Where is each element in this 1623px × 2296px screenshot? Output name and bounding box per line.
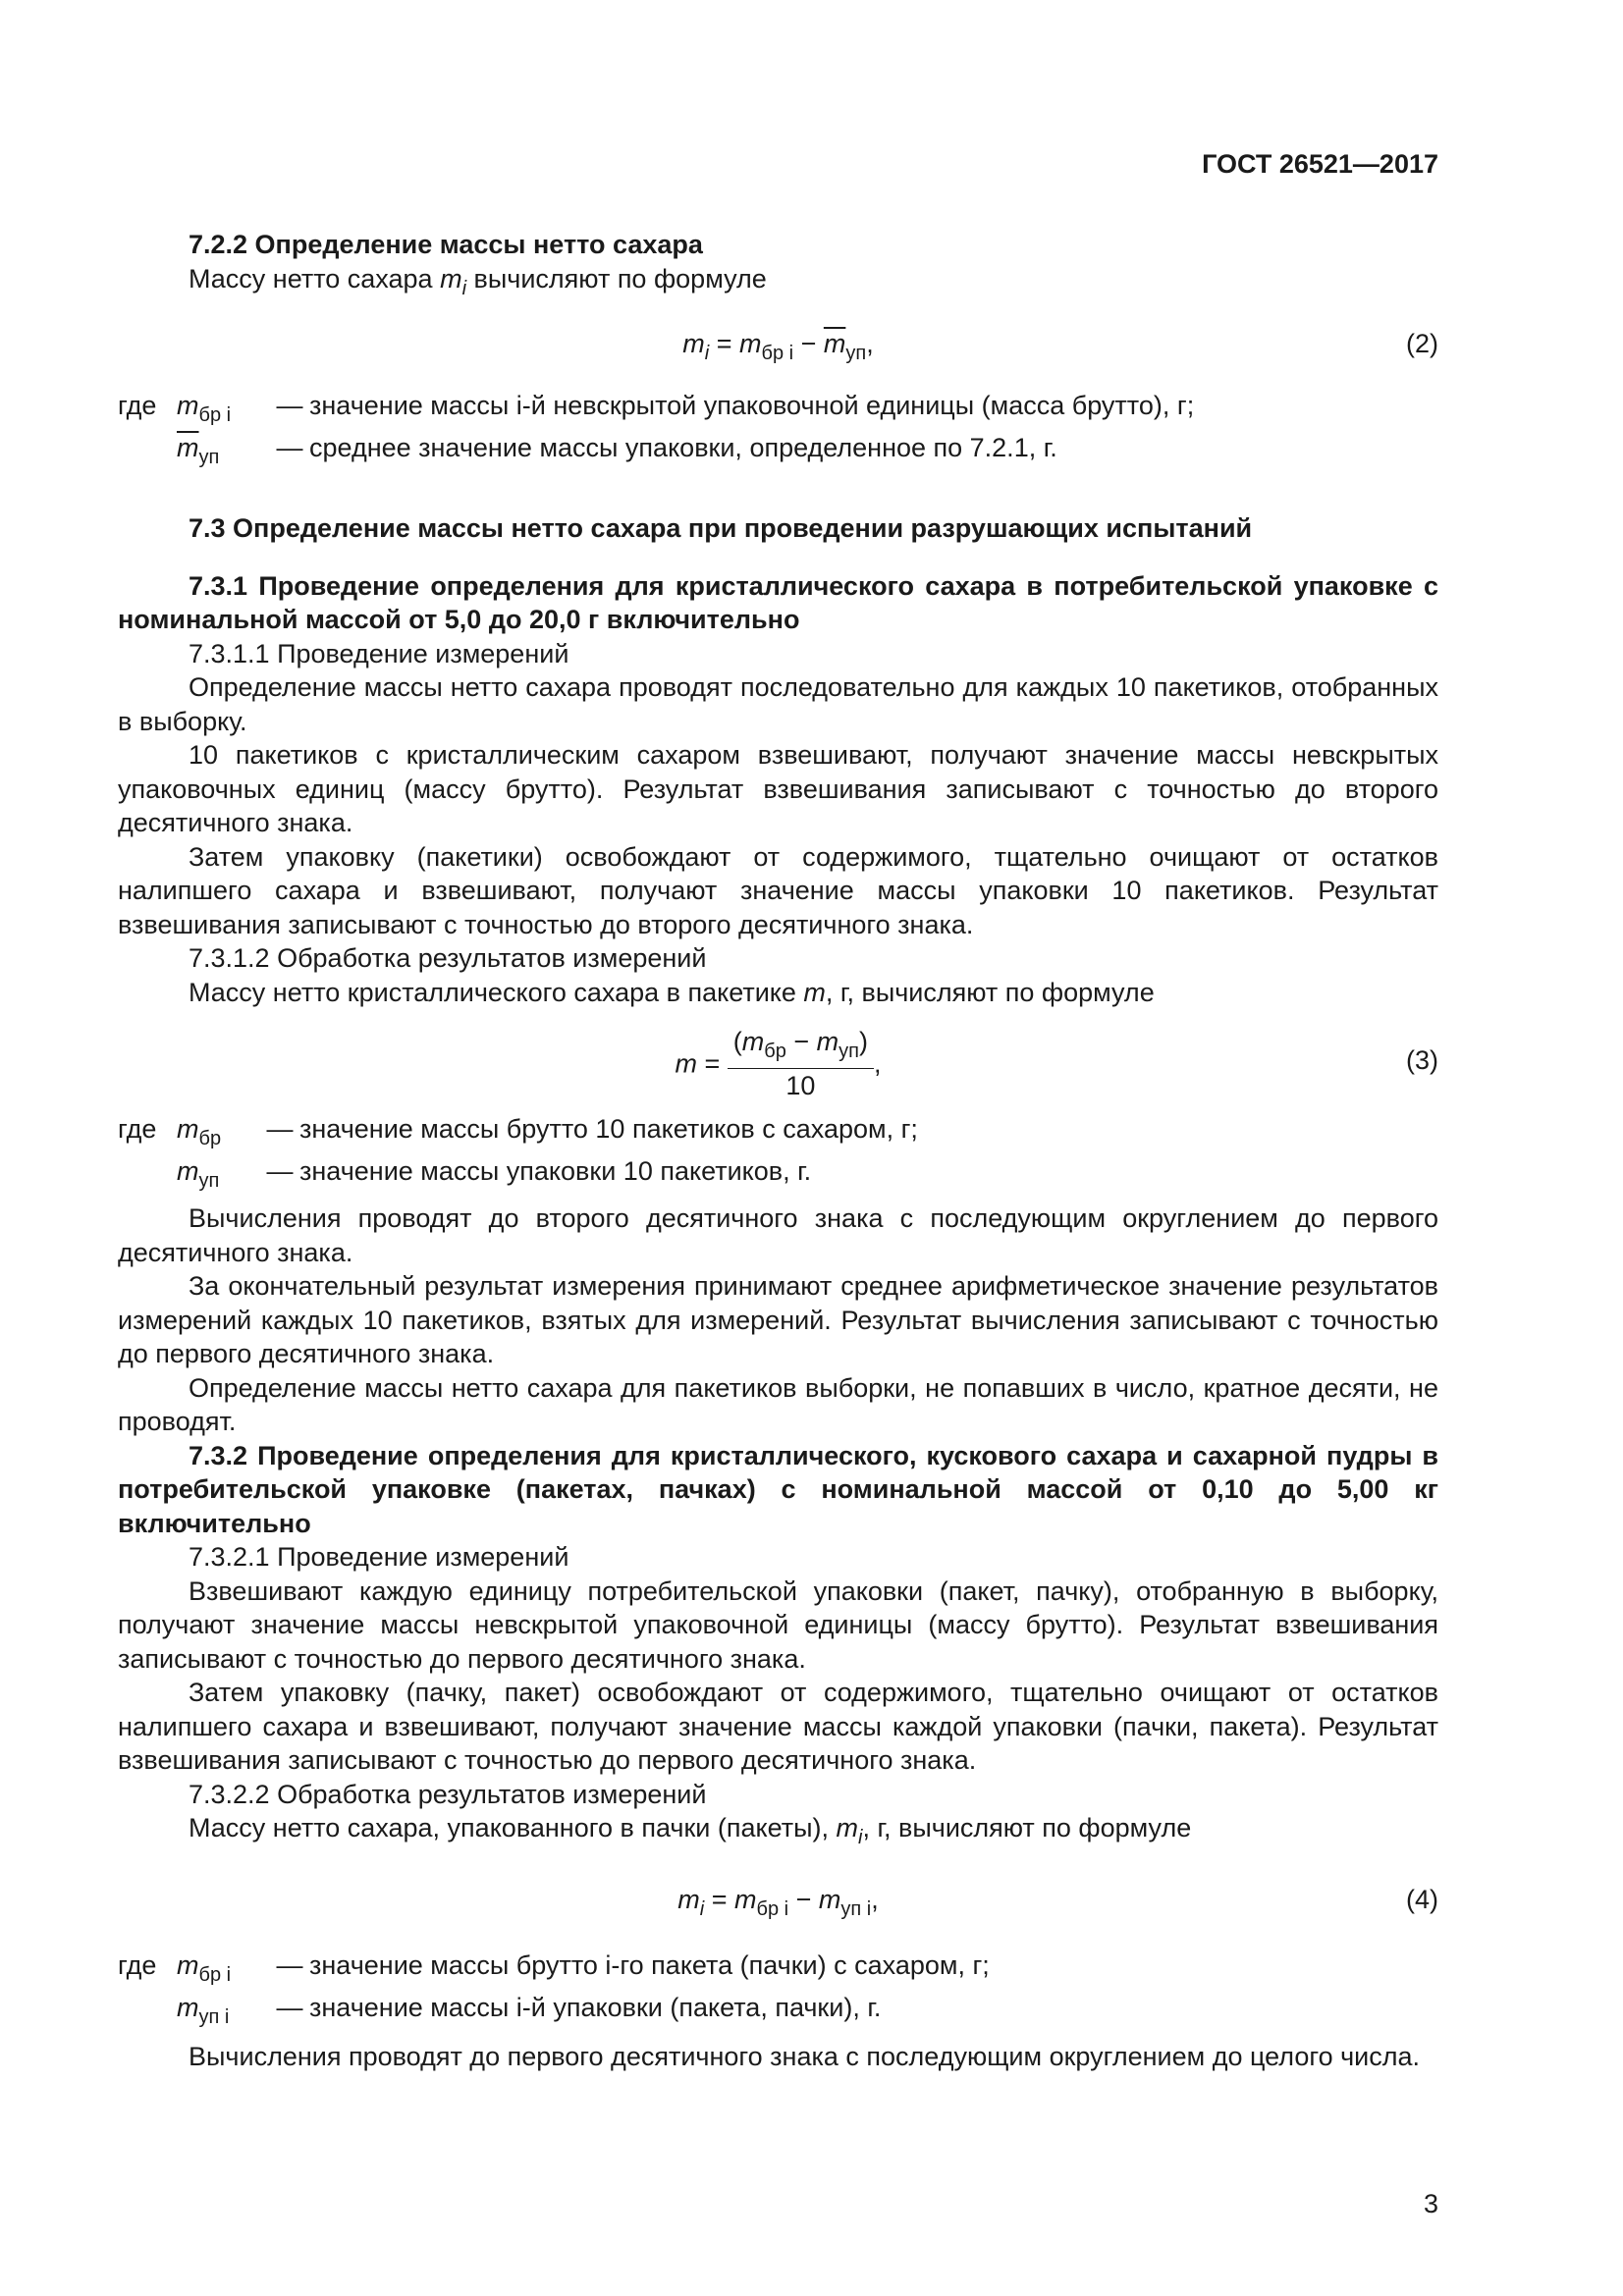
sym: бр <box>198 1128 222 1149</box>
intro-text-end: вычисляют по формуле <box>466 263 767 294</box>
sym: бр i <box>761 343 794 364</box>
fraction-numerator <box>728 1025 874 1069</box>
intro-text-end: , г, вычисляют по формуле <box>862 1813 1192 1842</box>
formula-2-legend <box>118 390 1438 474</box>
legend-row <box>118 1155 1438 1198</box>
formula-3 <box>118 1025 1438 1100</box>
where-label-empty <box>118 1155 177 1198</box>
formula-4 <box>118 1883 1438 1920</box>
sym: бр i <box>756 1897 789 1920</box>
sym: m <box>177 1992 199 2022</box>
sym: бр i <box>198 404 232 426</box>
where-label-empty <box>118 432 177 474</box>
where-label: где <box>118 1949 157 1980</box>
subsection-7-3-1-1: 7.3.1.1 Проведение измерений <box>189 638 569 668</box>
formula-2 <box>118 327 1438 364</box>
intro-text: Массу нетто кристаллического сахара в пакетике <box>189 977 804 1007</box>
formula-3-legend <box>118 1113 1438 1198</box>
legend-row <box>118 1992 1438 2034</box>
formula-2-number: (2) <box>1406 329 1438 358</box>
intro-text: Массу нетто сахара, упакованного в пачки (пакеты), <box>189 1813 837 1842</box>
legend-text: значение массы брутто 10 пакетиков с сахаром, г; <box>299 1114 918 1144</box>
subsection-7-3-1-2: 7.3.1.2 Обработка результатов измерений <box>189 943 707 973</box>
paragraph: 10 пакетиков с кристаллическим сахаром взвешивают, получают значение массы невскрытых упаковочных единиц (массу брутто). Результат взвешивания записывают с точностью до второго десятичного знака. <box>118 740 1438 837</box>
symbol-m: m <box>803 977 826 1007</box>
legend-dash: — <box>276 391 303 420</box>
sym: бр <box>764 1041 786 1062</box>
sym: уп <box>198 1170 220 1192</box>
sym: $\overline{m}$ <box>823 329 846 358</box>
paragraph: Вычисления проводят до первого десятичного знака с последующим округлением до целого числа. <box>189 2041 1421 2071</box>
sym: = <box>704 1884 734 1914</box>
legend-symbol <box>177 432 270 474</box>
paragraph: Затем упаковку (пакетики) освобождают от содержимого, тщательно очищают от остатков налипшего сахара и взвешивают, получают значение массы упаковки 10 пакетиков. Результат взвешивания записывают с точностью до второго десятичного знака. <box>118 841 1438 939</box>
sym: m <box>177 1156 199 1186</box>
legend-row <box>118 1949 1438 1992</box>
sym: m <box>816 1027 839 1056</box>
fraction <box>728 1025 874 1102</box>
legend-symbol <box>177 390 270 432</box>
sym: m <box>675 1048 697 1079</box>
sym: уп i <box>198 2005 230 2028</box>
legend-dash: — <box>266 1156 294 1186</box>
legend-row <box>118 432 1438 474</box>
symbol-sub-i: i <box>461 277 467 299</box>
sym: $\overline{m}$ <box>177 433 199 462</box>
legend-text: среднее значение массы упаковки, определенное по 7.2.1, г. <box>309 433 1057 462</box>
sym: m <box>682 329 705 358</box>
section-7-3-2-title: 7.3.2 Проведение определения для кристаллического, кускового сахара и сахарной пудры в потребительской упаковке (пакетах, пачках) с номинальной массой от 0,10 до 5,00 кг включительно <box>118 1440 1438 1538</box>
fraction-denominator: 10 <box>785 1071 816 1100</box>
sym: m <box>177 1949 199 1980</box>
intro-text-end: , г, вычисляют по формуле <box>825 977 1155 1007</box>
where-label: где <box>118 391 157 420</box>
sym: − <box>793 329 824 358</box>
sym: m <box>177 391 199 420</box>
subsection-7-3-2-1: 7.3.2.1 Проведение измерений <box>189 1542 569 1572</box>
sym: = <box>709 329 739 358</box>
paragraph: За окончательный результат измерения принимают среднее арифметическое значение результатов измерений каждых 10 пакетиков, взятых для измерений. Результат вычисления записывают с точностью до первого десятичного знака. <box>118 1271 1438 1368</box>
sym: − <box>788 1884 819 1914</box>
sym: , <box>871 1884 879 1914</box>
section-7-3-2-intro <box>118 1811 1438 1855</box>
legend-text: значение массы упаковки 10 пакетиков, г. <box>299 1156 812 1186</box>
symbol-sub-i: i <box>857 1827 863 1848</box>
legend-row <box>118 390 1438 432</box>
legend-symbol <box>177 1155 260 1198</box>
section-7-2-2-title: 7.2.2 Определение массы нетто сахара <box>189 230 703 259</box>
legend-row <box>118 1113 1438 1155</box>
sym: ( <box>732 1027 742 1056</box>
formula-3-expression <box>118 1025 1438 1102</box>
standard-header: ГОСТ 26521—2017 <box>1202 149 1438 179</box>
paragraph: Определение массы нетто сахара проводят последовательно для каждых 10 пакетиков, отобранных в выборку. <box>118 672 1438 736</box>
sym: − <box>785 1027 817 1056</box>
paragraph: Затем упаковку (пачку, пакет) освобождают от содержимого, тщательно очищают от остатков налипшего сахара и взвешивают, получают значение массы каждой упаковки (пачки, пакета). Результат взвешивания записывают с точностью до первого десятичного знака. <box>118 1678 1438 1775</box>
intro-text: Массу нетто сахара <box>189 263 441 294</box>
formula-4-number: (4) <box>1406 1884 1438 1914</box>
legend-text: значение массы брутто i-го пакета (пачки) с сахаром, г; <box>309 1949 990 1980</box>
legend-symbol <box>177 1949 270 1992</box>
sym: = <box>697 1048 728 1079</box>
formula-4-legend <box>118 1949 1438 2034</box>
section-7-3-title: 7.3 Определение массы нетто сахара при проведении разрушающих испытаний <box>189 513 1253 543</box>
sym: бр i <box>198 1963 232 1986</box>
sym: , <box>866 329 874 358</box>
legend-dash: — <box>276 1949 303 1980</box>
document-body <box>118 0 1438 2073</box>
paragraph: Определение массы нетто сахара для пакетиков выборки, не попавших в число, кратное десяти, не проводят. <box>118 1372 1438 1436</box>
sym: m <box>818 1884 841 1914</box>
sym: m <box>177 1114 199 1144</box>
sym: уп <box>198 447 220 468</box>
symbol-m: m <box>440 263 462 294</box>
legend-dash: — <box>276 1992 303 2022</box>
paragraph: Вычисления проводят до второго десятичного знака с последующим округлением до первого десятичного знака. <box>118 1203 1438 1267</box>
sym: i <box>699 1897 705 1920</box>
sym: , <box>873 1048 882 1079</box>
formula-4-expression <box>118 1883 1438 1926</box>
sym: m <box>741 1027 765 1056</box>
sym: уп i <box>840 1897 872 1920</box>
sym: m <box>739 329 762 358</box>
formula-3-number: (3) <box>1406 1045 1438 1075</box>
legend-dash: — <box>276 433 303 462</box>
section-7-3-1-intro <box>118 976 1438 1010</box>
sym: ) <box>858 1027 868 1056</box>
where-label: где <box>118 1114 157 1144</box>
legend-symbol <box>177 1992 270 2034</box>
sym: m <box>734 1884 757 1914</box>
legend-dash: — <box>266 1114 294 1144</box>
section-7-2-2-intro <box>118 262 1438 306</box>
sym: i <box>704 343 710 364</box>
section-7-3-1-title: 7.3.1 Проведение определения для кристаллического сахара в потребительской упаковке с номинальной массой от 5,0 до 20,0 г включительно <box>118 570 1438 634</box>
legend-text: значение массы i-й невскрытой упаковочной единицы (масса брутто), г; <box>309 391 1195 420</box>
formula-2-expression <box>118 327 1438 370</box>
legend-symbol <box>177 1113 260 1155</box>
legend-text: значение массы i-й упаковки (пакета, пачки), г. <box>309 1992 882 2022</box>
subsection-7-3-2-2: 7.3.2.2 Обработка результатов измерений <box>189 1779 707 1809</box>
symbol-m: m <box>836 1813 858 1842</box>
paragraph: Взвешивают каждую единицу потребительской упаковки (пакет, пачку), отобранную в выборку, получают значение массы невскрытой упаковочной единицы (массу брутто). Результат взвешивания записывают с точностью до первого десятичного знака. <box>118 1575 1438 1674</box>
sym: уп <box>839 1041 859 1062</box>
page-number: 3 <box>1423 2189 1438 2218</box>
sym: уп <box>845 343 867 364</box>
sym: m <box>677 1884 700 1914</box>
where-label-empty <box>118 1992 177 2034</box>
